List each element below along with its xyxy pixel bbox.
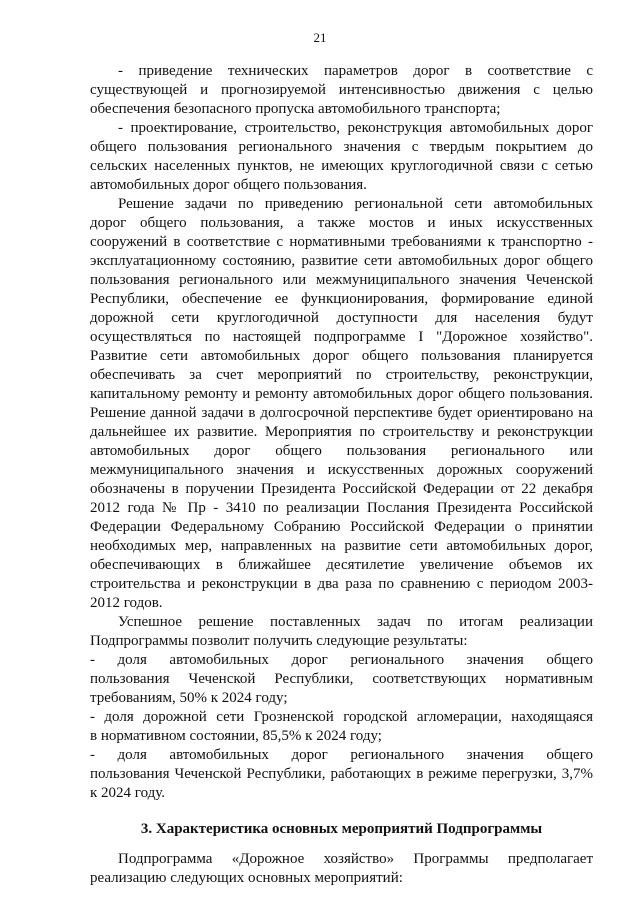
text-line: обеспечивать за счет мероприятий по строительству, реконструкции, [90, 367, 593, 383]
text-line: эксплуатационному состоянию, развитие сети автомобильных дорог общего [90, 253, 593, 269]
text-line: Подпрограммы позволит получить следующие результаты: [90, 633, 468, 649]
page-number: 21 [313, 30, 327, 45]
text-line: капитальному ремонту и ремонту автомобильных дорог общего пользования. [90, 386, 593, 402]
text-line: необходимых мер, направленных на развитие сети автомобильных дорог, [90, 538, 593, 554]
text-line: - доля автомобильных дорог регионального значения общего [90, 652, 593, 668]
text-line: обеспечения безопасного пропуска автомобильного транспорта; [90, 101, 501, 117]
text-line: в нормативном состоянии, 85,5% к 2024 году; [90, 728, 382, 744]
text-line: - доля автомобильных дорог регионального значения общего [90, 747, 593, 763]
text-line: автомобильных дорог общего пользования регионального или [90, 443, 593, 459]
text-line: пользования регионального или межмуниципального значения Чеченской [90, 272, 593, 288]
text-line: - приведение технических параметров дорог в соответствие с [118, 63, 593, 79]
text-line: пользования Чеченской Республики, соответствующих нормативным [90, 671, 593, 687]
text-line: общего пользования регионального значения с твердым покрытием до [90, 139, 593, 155]
text-line: сельских населенных пунктов, не имеющих круглогодичной связи с сетью [90, 158, 593, 174]
text-line: дорог общего пользования, а также мостов и иных искусственных [90, 215, 593, 231]
text-line: реализацию следующих основных мероприятий: [90, 870, 403, 886]
section-heading: 3. Характеристика основных мероприятий Подпрограммы [140, 821, 543, 837]
text-line: строительства и реконструкции в два раза по сравнению с периодом 2003- [90, 576, 593, 592]
text-line: Решение задачи по приведению региональной сети автомобильных [118, 196, 593, 212]
text-line: Подпрограмма «Дорожное хозяйство» Программы предполагает [118, 851, 593, 867]
text-line: существующей и прогнозируемой интенсивностью движения с целью [90, 82, 593, 98]
text-line: Федерации Федеральному Собранию Российской Федерации о принятии [90, 519, 593, 535]
text-line: Успешное решение поставленных задач по итогам реализации [118, 614, 593, 630]
text-line: сооружений в соответствие с нормативными требованиями к транспортно - [90, 234, 593, 250]
text-line: Развитие сети автомобильных дорог общего пользования планируется [90, 348, 593, 364]
text-line: Республики, обеспечение ее функционирования, формирование единой [90, 291, 593, 307]
text-line: дорожной сети круглогодичной доступности для населения будут [90, 310, 593, 326]
text-line: обозначены в поручении Президента Российской Федерации от 22 декабря [90, 481, 593, 497]
text-line: Решение данной задачи в долгосрочной перспективе будет ориентировано на [90, 405, 593, 421]
text-line: требованиям, 50% к 2024 году; [90, 690, 288, 706]
text-line: автомобильных дорог общего пользования. [90, 177, 367, 193]
text-line: 2012 года № Пр - 3410 по реализации Послания Президента Российской [90, 500, 593, 516]
text-line: 2012 годов. [90, 595, 163, 611]
text-line: межмуниципального значения и искусственных дорожных сооружений [90, 462, 593, 478]
text-line: дальнейшее их развитие. Мероприятия по строительству и реконструкции [90, 424, 593, 440]
text-line: к 2024 году. [90, 785, 166, 801]
text-line: пользования Чеченской Республики, работающих в режиме перегрузки, 3,7% [90, 766, 593, 782]
text-line: - проектирование, строительство, реконструкция автомобильных дорог [118, 120, 593, 136]
text-line: - доля дорожной сети Грозненской городской агломерации, находящаяся [90, 709, 593, 725]
text-line: осуществляться по настоящей подпрограмме I "Дорожное хозяйство". [90, 329, 593, 345]
text-line: обеспечивающих в ближайшее десятилетие увеличение объемов их [90, 557, 593, 573]
